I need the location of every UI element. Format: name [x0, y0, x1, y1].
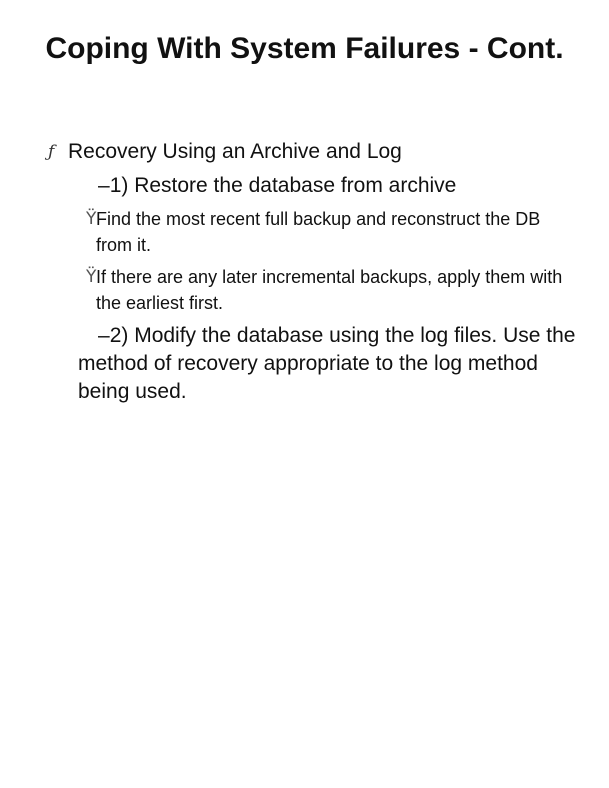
list-item-restore-text: [78, 172, 578, 200]
level1-text: Recovery Using an Archive and Log: [68, 140, 402, 163]
sub-bullet-icon: Ÿ: [86, 267, 97, 287]
slide-title: Coping With System Failures - Cont.: [45, 32, 564, 65]
dash-icon: –: [98, 174, 110, 197]
list-item-modify: [78, 322, 593, 406]
restore-label: 1) Restore the database from archive: [109, 174, 457, 197]
sub-item-text: Find the most recent full backup and reconstruct the DB from it.: [96, 209, 541, 255]
list-item-modify-text: [78, 322, 593, 406]
sub-item-text: If there are any later incremental backups, apply them with the earliest first.: [96, 267, 563, 313]
modify-label: 2) Modify the database using the log files. Use the method of recovery appropriate to the log method being used.: [78, 324, 576, 403]
sub-item-incremental-backups: [86, 264, 576, 316]
dash-icon: –: [98, 324, 110, 347]
sub-item-full-backup: [86, 206, 576, 258]
bullet-icon: ƒ: [48, 142, 55, 162]
sub-bullet-icon: Ÿ: [86, 209, 97, 229]
list-item-restore: [78, 172, 578, 200]
